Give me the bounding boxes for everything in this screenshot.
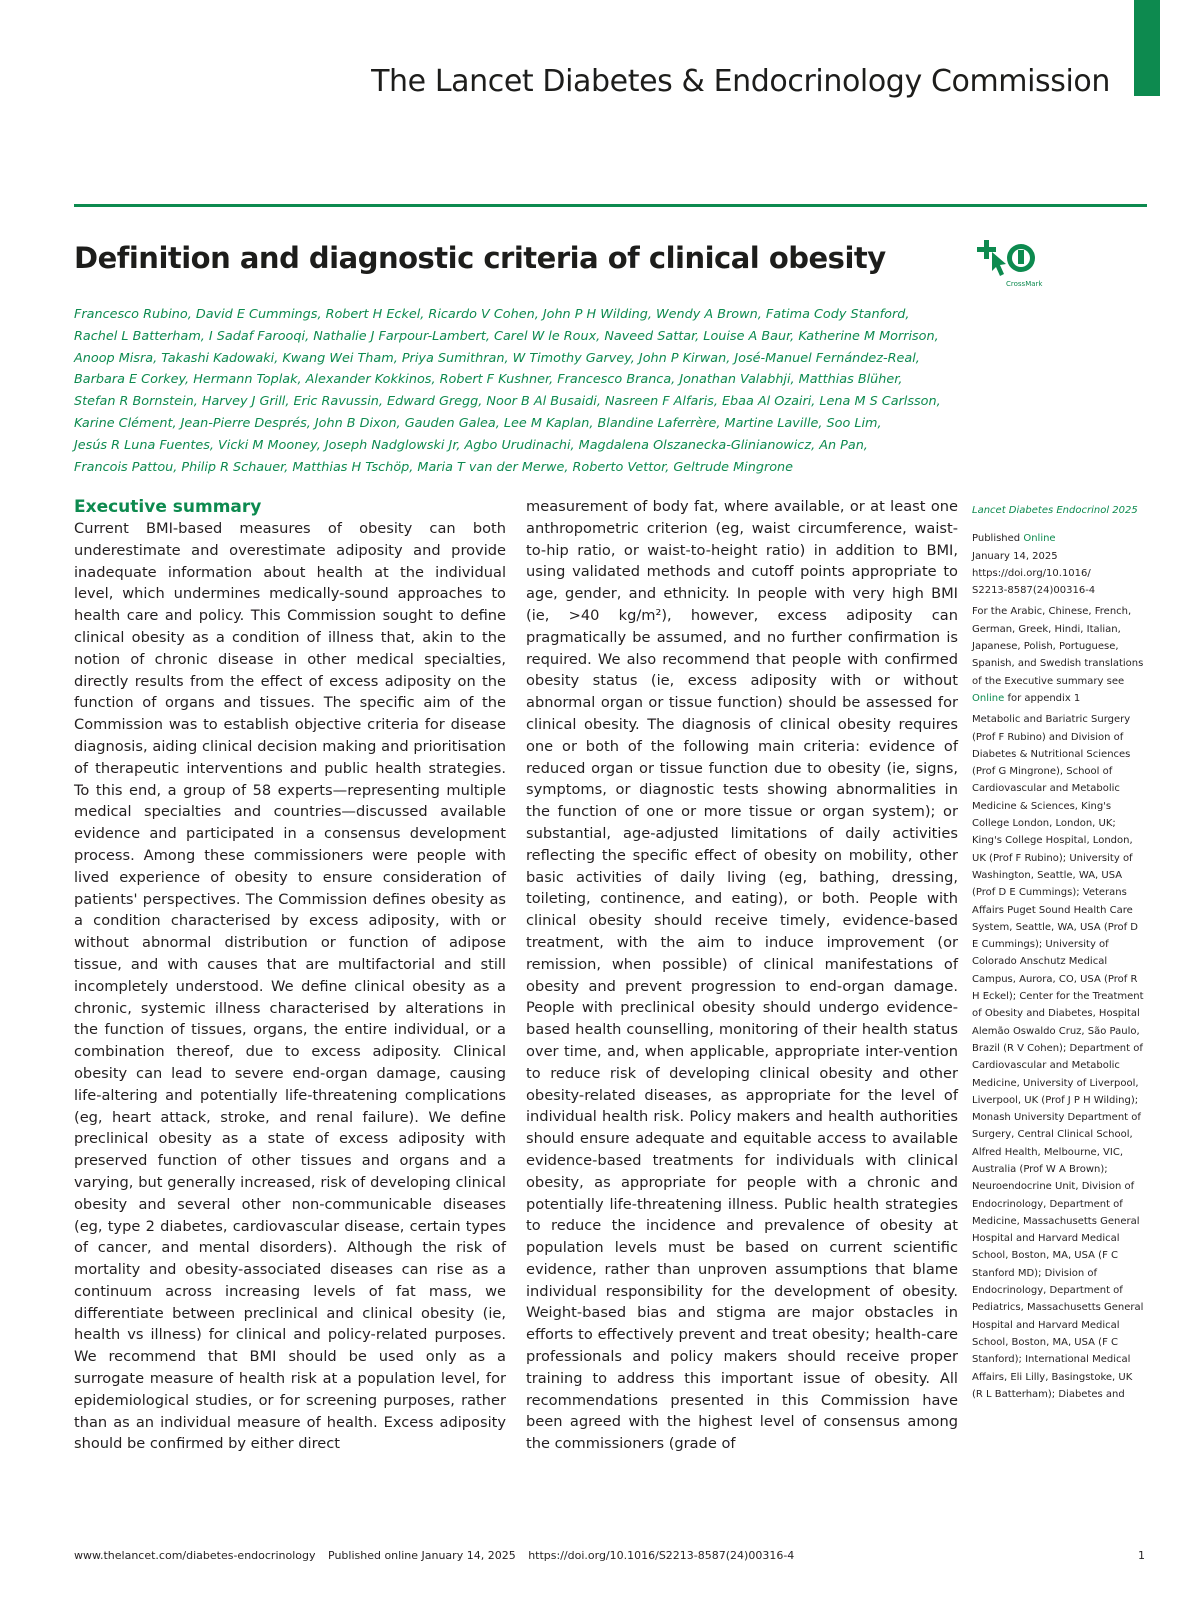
translations-text: For the Arabic, Chinese, French, German, Greek, Hindi, Italian, Japanese, Polish, Portuguese, Spanish, and Swedish translations of the Executive summary see bbox=[972, 606, 1144, 687]
sidebar bbox=[972, 502, 1144, 1407]
published-online-link[interactable]: Online bbox=[1023, 533, 1056, 545]
doi-line-2[interactable]: S2213-8587(24)00316-4 bbox=[972, 585, 1096, 597]
author-line: Francois Pattou, Philip R Schauer, Matthias H Tschöp, Maria T van der Merwe, Roberto Vettor, Geltrude Mingrone bbox=[74, 459, 794, 475]
translations-suffix: for appendix 1 bbox=[1004, 692, 1081, 704]
header-rule bbox=[74, 204, 1147, 207]
author-line: Karine Clément, Jean-Pierre Després, John B Dixon, Gauden Galea, Lee M Kaplan, Blandine Laferrère, Martine Laville, Soo Lim, bbox=[74, 415, 882, 431]
published-date: January 14, 2025 bbox=[972, 550, 1058, 562]
body-column-right bbox=[526, 496, 958, 1455]
translations-online-link[interactable]: Online bbox=[972, 692, 1005, 704]
author-list bbox=[74, 304, 954, 478]
affiliations: Metabolic and Bariatric Surgery (Prof F Rubino) and Division of Diabetes & Nutritional Sciences (Prof G Mingrone), School of Cardiovascular and Metabolic Medicine & Sciences, King's College London, London, UK; King's College Hospital, London, UK (Prof F Rubino); University of Washington, Seattle, WA, USA (Prof D E Cummings); Veterans Affairs Puget Sound Health Care System, Seattle, WA, USA (Prof D E Cummings); University of Colorado Anschutz Medical Campus, Aurora, CO, USA (Prof R H Eckel); Center for the Treatment of Obesity and Diabetes, Hospital Alemão Oswaldo Cruz, São Paulo, Brazil (R V Cohen); Department of Cardiovascular and Metabolic Medicine, University of Liverpool, Liverpool, UK (Prof J P H Wilding); Monash University Department of Surgery, Central Clinical School, Alfred Health, Melbourne, VIC, Australia (Prof W A Brown); Neuroendocrine Unit, Division of Endocrinology, Department of Medicine, Massachusetts General Hospital and Harvard Medical School, Boston, MA, USA (F C Stanford MD); Division of Endocrinology, Department of Pediatrics, Massachusetts General Hospital and Harvard Medical School, Boston, MA, USA (F C Stanford); International Medical Affairs, Eli Lilly, Basingstoke, UK (R L Batterham); Diabetes and bbox=[972, 714, 1144, 1400]
footer-url[interactable]: www.thelancet.com/diabetes-endocrinology bbox=[74, 1549, 316, 1562]
crossmark-badge[interactable] bbox=[976, 236, 1043, 292]
body-paragraph: measurement of body fat, where available, or at least one anthropometric criterion (eg, waist circumference, waist-to-hip ratio, or waist-to-height ratio) in addition to BMI, using validated methods and cutoff points appropriate to age, gender, and ethnicity. In people with very high BMI (ie, >40 kg/m²), however, excess adiposity can pragmatically be assumed, and no further confirmation is required. We also recommend that people with confirmed obesity status (ie, excess adiposity with or without abnormal organ or tissue function) should be assessed for clinical obesity. The diagnosis of clinical obesity requires one or both of the following main criteria: evidence of reduced organ or tissue function due to obesity (ie, signs, symptoms, or diagnostic tests showing abnormalities in the function of one or more tissue or organ system); or substantial, age-adjusted limitations of daily activities reflecting the specific effect of obesity on mobility, other basic activities of daily living (eg, bathing, dressing, toileting, continence, and eating), or both. People with clinical obesity should receive timely, evidence-based treatment, with the aim to induce improvement (or remission, when possible) of clinical manifestations of obesity and prevent progression to end-organ damage. People with preclinical obesity should undergo evidence-based health counselling, monitoring of their health status over time, and, when applicable, appropriate inter-vention to reduce risk of developing clinical obesity and other obesity-related diseases, as appropriate for the level of individual health risk. Policy makers and health authorities should ensure adequate and equitable access to available evidence-based treatments for individuals with clinical obesity, as appropriate for people with a chronic and potentially life-threatening illness. Public health strategies to reduce the incidence and prevalence of obesity at population levels must be based on current scientific evidence, rather than unproven assumptions that blame individual responsibility for the development of obesity. Weight-based bias and stigma are major obstacles in efforts to effectively prevent and treat obesity; health-care professionals and policy makers should receive proper training to address this important issue of obesity. All recommendations presented in this Commission have been agreed with the highest level of consensus among the commissioners (grade of bbox=[526, 498, 958, 1453]
footer-published: Published online January 14, 2025 bbox=[328, 1549, 516, 1562]
doi-line-1[interactable]: https://doi.org/10.1016/ bbox=[972, 567, 1091, 579]
footer-doi[interactable]: https://doi.org/10.1016/S2213-8587(24)00316-4 bbox=[528, 1549, 795, 1562]
journal-color-tab bbox=[1134, 0, 1160, 96]
published-prefix: Published bbox=[972, 533, 1024, 545]
translations-note bbox=[972, 603, 1144, 707]
body-paragraph: Current BMI-based measures of obesity can both underestimate and overestimate adiposity and provide inadequate information about health at the individual level, which undermines medically-sound approaches to health care and policy. This Commission sought to define clinical obesity as a condition of illness that, akin to the notion of chronic disease in other medical specialties, directly results from the effect of excess adiposity on the function of organs and tissues. The specific aim of the Commission was to establish objective criteria for disease diagnosis, aiding clinical decision making and prioritisation of therapeutic interventions and public health strategies. To this end, a group of 58 experts—representing multiple medical specialties and countries—discussed available evidence and participated in a consensus development process. Among these commissioners were people with lived experience of obesity to ensure consideration of patients' perspectives. The Commission defines obesity as a condition characterised by excess adiposity, with or without abnormal distribution or function of adipose tissue, and with causes that are multifactorial and still incompletely understood. We define clinical obesity as a chronic, systemic illness characterised by alterations in the function of tissues, organs, the entire individual, or a combination thereof, due to excess adiposity. Clinical obesity can lead to severe end-organ damage, causing life-altering and potentially life-threatening complications (eg, heart attack, stroke, and renal failure). We define preclinical obesity as a state of excess adiposity with preserved function of other tissues and organs and a varying, but generally increased, risk of developing clinical obesity and several other non-communicable diseases (eg, type 2 diabetes, cardiovascular disease, certain types of cancer, and mental disorders). Although the risk of mortality and obesity-associated diseases can rise as a continuum across increasing levels of fat mass, we differentiate between preclinical and clinical obesity (ie, health vs illness) for clinical and policy-related purposes. We recommend that BMI should be used only as a surrogate measure of health risk at a population level, for epidemiological studies, or for screening purposes, rather than as an individual measure of health. Excess adiposity should be confirmed by either direct bbox=[74, 520, 506, 1453]
publication-info bbox=[972, 530, 1144, 599]
footer bbox=[74, 1549, 803, 1562]
journal-title: The Lancet Diabetes & Endocrinology Commission bbox=[371, 64, 1110, 99]
author-line: Jesús R Luna Fuentes, Vicki M Mooney, Joseph Nadglowski Jr, Agbo Urudinachi, Magdalena Olszanecka-Glinianowicz, An Pan, bbox=[74, 437, 868, 453]
body-column-left bbox=[74, 496, 506, 1455]
author-line: Anoop Misra, Takashi Kadowaki, Kwang Wei Tham, Priya Sumithran, W Timothy Garvey, John P Kirwan, José-Manuel Fernández-Real, bbox=[74, 350, 920, 366]
author-line: Francesco Rubino, David E Cummings, Robert H Eckel, Ricardo V Cohen, John P H Wilding, Wendy A Brown, Fatima Cody Stanford, bbox=[74, 307, 910, 322]
author-line: Rachel L Batterham, I Sadaf Farooqi, Nathalie J Farpour-Lambert, Carel W le Roux, Naveed Sattar, Louise A Baur, Katherine M Morrison, bbox=[74, 328, 939, 344]
crossmark-label: CrossMark bbox=[1006, 280, 1043, 288]
author-line: Stefan R Bornstein, Harvey J Grill, Eric Ravussin, Edward Gregg, Noor B Al Busaidi, Nasreen F Alfaris, Ebaa Al Ozairi, Lena M S Carlsson, bbox=[74, 394, 941, 410]
page-number: 1 bbox=[1138, 1549, 1145, 1562]
article-title: Definition and diagnostic criteria of clinical obesity bbox=[74, 241, 886, 275]
sidebar-journal-ref: Lancet Diabetes Endocrinol 2025 bbox=[972, 505, 1138, 516]
section-heading: Executive summary bbox=[74, 497, 262, 517]
crossmark-icon bbox=[976, 236, 1043, 292]
author-line: Barbara E Corkey, Hermann Toplak, Alexander Kokkinos, Robert F Kushner, Francesco Branca, Jonathan Valabhji, Matthias Blüher, bbox=[74, 372, 903, 388]
